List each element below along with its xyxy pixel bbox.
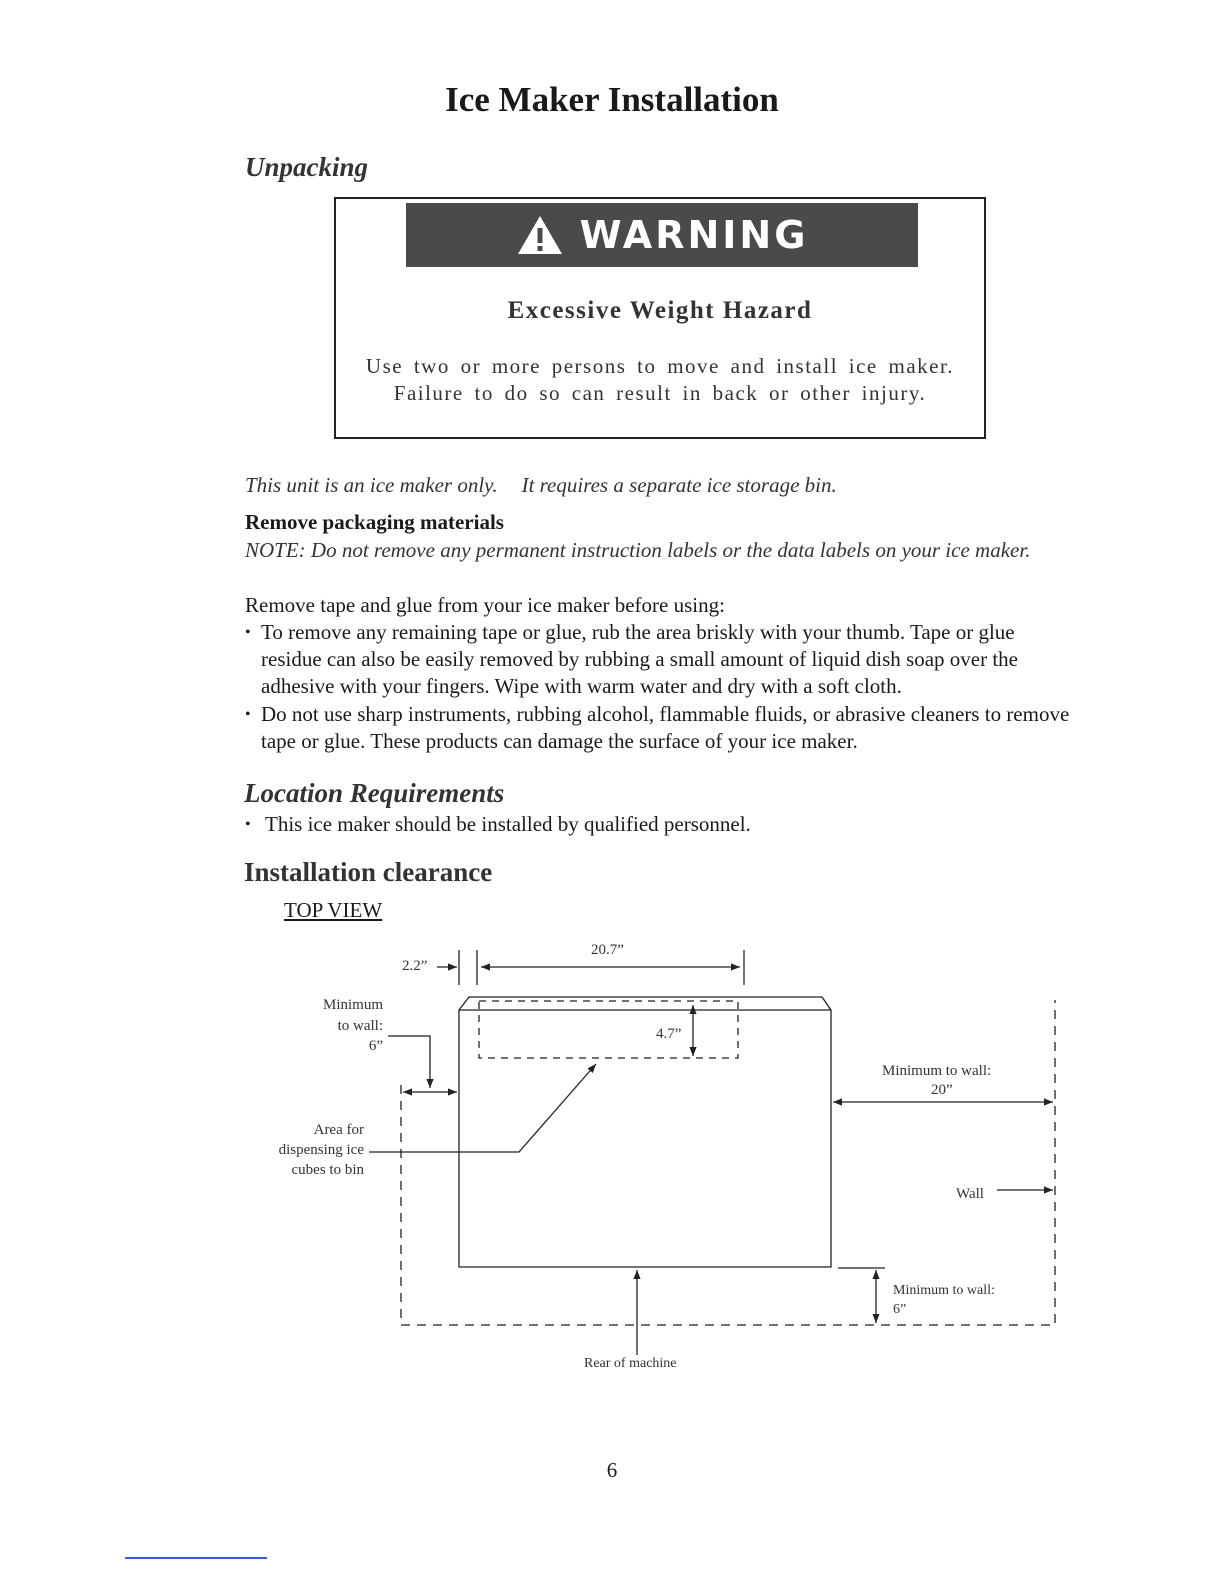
min-right-label-2: 20” <box>931 1082 953 1098</box>
warning-banner-label: WARNING <box>579 213 809 257</box>
area-label-2: dispensing ice <box>278 1142 364 1158</box>
unpacking-heading: Unpacking <box>245 152 369 182</box>
unit-note-1: This unit is an ice maker only. <box>245 473 498 497</box>
min-left-label-2: to wall: <box>337 1018 383 1034</box>
min-right-label-1: Minimum to wall: <box>882 1063 992 1079</box>
list-item: • Do not use sharp instruments, rubbing alcohol, flammable fluids, or abrasive cleaners to remove tape or glue. These products can damage the surface of your ice maker. <box>245 701 1075 755</box>
page-number: 6 <box>606 1458 618 1482</box>
dim-dispense-label: 4.7” <box>656 1026 682 1042</box>
clearance-heading: Installation clearance <box>244 857 493 887</box>
location-bullet: • This ice maker should be installed by qualified personnel. <box>245 811 1075 838</box>
dim-left-offset-label: 2.2” <box>402 958 428 974</box>
machine-outline <box>459 997 831 1267</box>
remove-packaging-heading: Remove packaging materials <box>245 510 504 534</box>
area-leader <box>369 1064 596 1152</box>
min-left-label-3: 6” <box>368 1038 383 1054</box>
unit-note-2: It requires a separate ice storage bin. <box>521 473 837 497</box>
footer-rule <box>125 1557 267 1559</box>
rear-label: Rear of machine <box>584 1356 677 1371</box>
note-text: NOTE: Do not remove any permanent instruction labels or the data labels on your ice maker. <box>245 538 1031 562</box>
wall-label: Wall <box>956 1186 984 1202</box>
remove-intro: Remove tape and glue from your ice maker before using: <box>245 593 725 617</box>
location-heading: Location Requirements <box>244 778 505 808</box>
area-label-1: Area for <box>313 1122 364 1138</box>
area-label-3: cubes to bin <box>291 1162 364 1178</box>
hazard-title: Excessive Weight Hazard <box>507 297 813 324</box>
min-rear-label-2: 6” <box>893 1302 907 1317</box>
min-left-label-1: Minimum <box>322 997 383 1013</box>
dim-width-label: 20.7” <box>591 942 624 958</box>
page-title: Ice Maker Installation <box>445 80 779 119</box>
wall-boundary <box>401 1000 1055 1325</box>
list-item: • To remove any remaining tape or glue, rub the area briskly with your thumb. Tape or glue residue can also be easily removed by rubbing a small amount of liquid dish soap over the adhesive with your fingers. Wipe with warm water and dry with a soft cloth. <box>245 619 1075 700</box>
hazard-line-2: Failure to do so can result in back or other injury. <box>393 381 927 405</box>
min-left-leader <box>388 1036 430 1088</box>
hazard-line-1: Use two or more persons to move and install ice maker. <box>365 354 955 378</box>
top-view-label: TOP VIEW <box>284 898 383 922</box>
min-rear-label-1: Minimum to wall: <box>893 1283 995 1298</box>
